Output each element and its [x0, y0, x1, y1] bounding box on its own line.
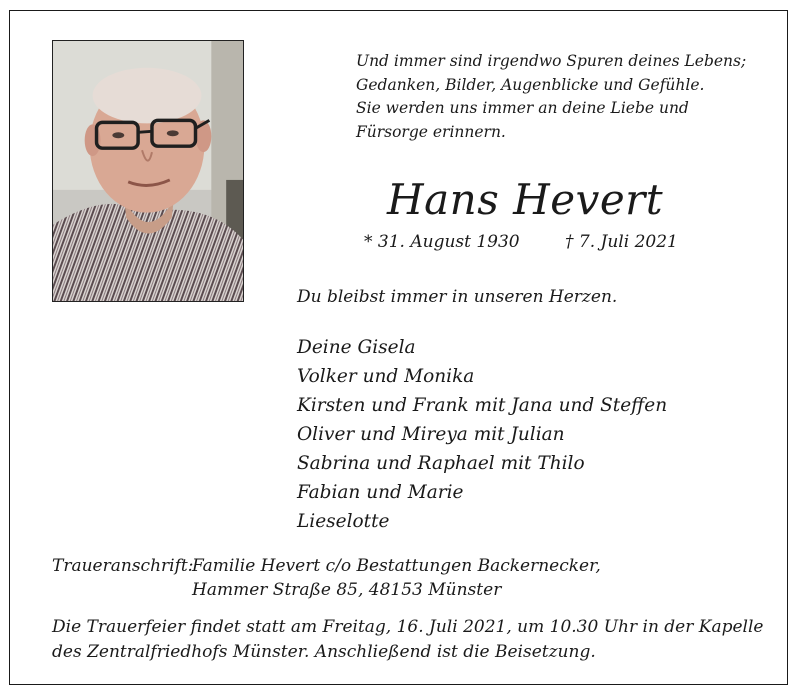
family-member: Deine Gisela — [297, 337, 416, 358]
deceased-name: Hans Hevert — [387, 175, 664, 224]
farewell-line: Du bleibst immer in unseren Herzen. — [297, 287, 618, 307]
family-list — [297, 333, 667, 536]
birth-date: * 31. August 1930 — [364, 232, 520, 252]
address-line: Familie Hevert c/o Bestattungen Backernecker, — [192, 556, 601, 576]
mourning-address — [52, 554, 601, 602]
ceremony-info — [52, 615, 782, 665]
family-member: Sabrina und Raphael mit Thilo — [297, 453, 585, 474]
address-line: Hammer Straße 85, 48153 Münster — [192, 580, 502, 600]
ceremony-line: des Zentralfriedhofs Münster. Anschließend ist die Beisetzung. — [52, 642, 596, 662]
family-member: Volker und Monika — [297, 366, 475, 387]
motto-line: Und immer sind irgendwo Spuren deines Lebens; — [356, 52, 747, 70]
family-member: Fabian und Marie — [297, 482, 464, 503]
motto-line: Gedanken, Bilder, Augenblicke und Gefühle. — [356, 75, 705, 94]
family-member: Oliver und Mireya mit Julian — [297, 424, 565, 445]
motto-line: Sie werden uns immer an deine Liebe und — [356, 99, 689, 117]
memorial-motto — [356, 50, 776, 144]
death-date: † 7. Juli 2021 — [565, 232, 678, 252]
address-label: Traueranschrift: — [52, 556, 194, 576]
ceremony-line: Die Trauerfeier findet statt am Freitag, 16. Juli 2021, um 10.30 Uhr in der Kapelle — [52, 617, 764, 637]
motto-line: Fürsorge erinnern. — [356, 122, 506, 141]
family-member: Kirsten und Frank mit Jana und Steffen — [297, 395, 668, 416]
family-member: Lieselotte — [297, 511, 390, 532]
portrait-photo — [52, 40, 244, 302]
